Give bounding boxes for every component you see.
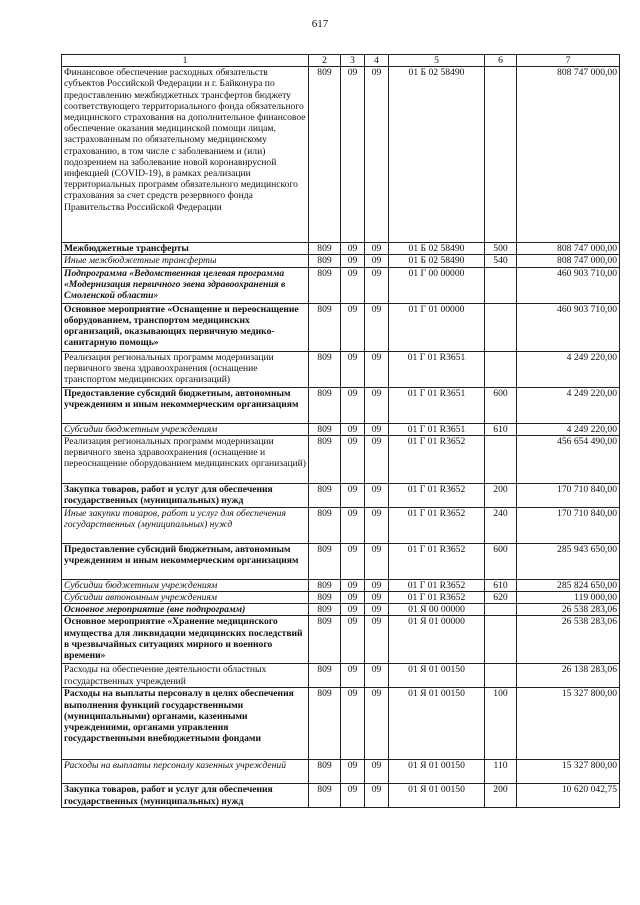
target-article-code: 01 Я 00 00000: [389, 604, 485, 616]
ministry-code: 809: [309, 592, 341, 604]
subsection-code: 09: [365, 543, 389, 579]
subsection-code: 09: [365, 760, 389, 784]
subsection-code: 09: [365, 243, 389, 255]
amount: 4 249 220,00: [517, 387, 620, 423]
column-header: 1: [62, 55, 309, 67]
section-code: 09: [341, 507, 365, 543]
table-row: [62, 435, 620, 483]
amount: 119 000,00: [517, 592, 620, 604]
ministry-code: 809: [309, 579, 341, 591]
section-code: 09: [341, 67, 365, 243]
subsection-code: 09: [365, 483, 389, 507]
section-code: 09: [341, 387, 365, 423]
column-header: 3: [341, 55, 365, 67]
subsection-code: 09: [365, 688, 389, 760]
row-description: Основное мероприятие «Хранение медицинского имущества для ликвидации медицинских последствий в чрезвычайных ситуациях мирного и военного времени»: [62, 616, 309, 664]
amount: 460 903 710,00: [517, 267, 620, 303]
expense-type-code: 620: [485, 592, 517, 604]
table-row: [62, 483, 620, 507]
table-row: [62, 387, 620, 423]
table-row: [62, 303, 620, 351]
row-description: Иные межбюджетные трансферты: [62, 255, 309, 267]
target-article-code: 01 Я 01 00150: [389, 760, 485, 784]
target-article-code: 01 Г 00 00000: [389, 267, 485, 303]
row-description: Иные закупки товаров, работ и услуг для обеспечения государственных (муниципальных) нужд: [62, 507, 309, 543]
target-article-code: 01 Б 02 58490: [389, 243, 485, 255]
column-header: 5: [389, 55, 485, 67]
amount: 15 327 800,00: [517, 688, 620, 760]
section-code: 09: [341, 688, 365, 760]
row-description: Расходы на выплаты персоналу в целях обеспечения выполнения функций государственными (муниципальными) органами, казенными учреждениями, органами управления государственными внебюджетными фондами: [62, 688, 309, 760]
section-code: 09: [341, 592, 365, 604]
row-description: Субсидии бюджетным учреждениям: [62, 579, 309, 591]
column-header: 2: [309, 55, 341, 67]
target-article-code: 01 Г 01 00000: [389, 303, 485, 351]
ministry-code: 809: [309, 243, 341, 255]
row-description: Реализация региональных программ модернизации первичного звена здравоохранения (оснащение транспортом медицинских организаций): [62, 351, 309, 387]
ministry-code: 809: [309, 784, 341, 808]
amount: 26 138 283,06: [517, 664, 620, 688]
table-row: [62, 507, 620, 543]
section-code: 09: [341, 664, 365, 688]
row-description: Расходы на обеспечение деятельности областных государственных учреждений: [62, 664, 309, 688]
page-number: 617: [311, 18, 329, 30]
row-description: Подпрограмма «Ведомственная целевая программа «Модернизация первичного звена здравоохранения в Смоленской области»: [62, 267, 309, 303]
row-description: Закупка товаров, работ и услуг для обеспечения государственных (муниципальных) нужд: [62, 483, 309, 507]
section-code: 09: [341, 760, 365, 784]
target-article-code: 01 Я 01 00000: [389, 616, 485, 664]
section-code: 09: [341, 543, 365, 579]
section-code: 09: [341, 483, 365, 507]
subsection-code: 09: [365, 255, 389, 267]
expense-type-code: 100: [485, 688, 517, 760]
expense-type-code: 500: [485, 243, 517, 255]
table-row: [62, 616, 620, 664]
expense-type-code: [485, 351, 517, 387]
expense-type-code: [485, 664, 517, 688]
table-row: [62, 351, 620, 387]
ministry-code: 809: [309, 483, 341, 507]
target-article-code: 01 Г 01 R3652: [389, 507, 485, 543]
target-article-code: 01 Г 01 R3652: [389, 483, 485, 507]
subsection-code: 09: [365, 351, 389, 387]
section-code: 09: [341, 351, 365, 387]
section-code: 09: [341, 616, 365, 664]
target-article-code: 01 Б 02 58490: [389, 67, 485, 243]
subsection-code: 09: [365, 784, 389, 808]
table-row: [62, 67, 620, 243]
amount: 4 249 220,00: [517, 351, 620, 387]
table-row: [62, 604, 620, 616]
table-row: [62, 267, 620, 303]
subsection-code: 09: [365, 592, 389, 604]
expense-type-code: [485, 303, 517, 351]
target-article-code: 01 Я 01 00150: [389, 664, 485, 688]
table-row: [62, 760, 620, 784]
expense-type-code: 610: [485, 579, 517, 591]
section-code: 09: [341, 267, 365, 303]
amount: 808 747 000,00: [517, 255, 620, 267]
expense-type-code: 200: [485, 483, 517, 507]
table-row: [62, 543, 620, 579]
table-row: [62, 688, 620, 760]
table-row: [62, 243, 620, 255]
section-code: 09: [341, 435, 365, 483]
target-article-code: 01 Г 01 R3652: [389, 543, 485, 579]
table-row: [62, 784, 620, 808]
subsection-code: 09: [365, 423, 389, 435]
budget-table: [61, 54, 620, 808]
subsection-code: 09: [365, 616, 389, 664]
column-header: 4: [365, 55, 389, 67]
section-code: 09: [341, 784, 365, 808]
row-description: Предоставление субсидий бюджетным, автономным учреждениям и иным некоммерческим организациям: [62, 387, 309, 423]
expense-type-code: [485, 616, 517, 664]
row-description: Расходы на выплаты персоналу казенных учреждений: [62, 760, 309, 784]
row-description: Субсидии бюджетным учреждениям: [62, 423, 309, 435]
expense-type-code: [485, 604, 517, 616]
amount: 285 824 650,00: [517, 579, 620, 591]
subsection-code: 09: [365, 579, 389, 591]
target-article-code: 01 Г 01 R3651: [389, 351, 485, 387]
subsection-code: 09: [365, 664, 389, 688]
column-header: 6: [485, 55, 517, 67]
ministry-code: 809: [309, 435, 341, 483]
row-description: Межбюджетные трансферты: [62, 243, 309, 255]
ministry-code: 809: [309, 351, 341, 387]
target-article-code: 01 Б 02 58490: [389, 255, 485, 267]
expense-type-code: [485, 435, 517, 483]
row-description: Закупка товаров, работ и услуг для обеспечения государственных (муниципальных) нужд: [62, 784, 309, 808]
column-header: 7: [517, 55, 620, 67]
row-description: Реализация региональных программ модернизации первичного звена здравоохранения (оснащение и переоснащение оборудованием медицинских организаций): [62, 435, 309, 483]
ministry-code: 809: [309, 604, 341, 616]
target-article-code: 01 Г 01 R3652: [389, 579, 485, 591]
target-article-code: 01 Г 01 R3651: [389, 387, 485, 423]
ministry-code: 809: [309, 543, 341, 579]
section-code: 09: [341, 604, 365, 616]
target-article-code: 01 Я 01 00150: [389, 784, 485, 808]
amount: 170 710 840,00: [517, 507, 620, 543]
table-row: [62, 579, 620, 591]
ministry-code: 809: [309, 688, 341, 760]
target-article-code: 01 Я 01 00150: [389, 688, 485, 760]
ministry-code: 809: [309, 67, 341, 243]
subsection-code: 09: [365, 435, 389, 483]
target-article-code: 01 Г 01 R3652: [389, 592, 485, 604]
expense-type-code: 610: [485, 423, 517, 435]
ministry-code: 809: [309, 255, 341, 267]
ministry-code: 809: [309, 423, 341, 435]
amount: 808 747 000,00: [517, 243, 620, 255]
table-row: [62, 423, 620, 435]
amount: 26 538 283,06: [517, 616, 620, 664]
amount: 285 943 650,00: [517, 543, 620, 579]
expense-type-code: 540: [485, 255, 517, 267]
section-code: 09: [341, 579, 365, 591]
table-row: [62, 592, 620, 604]
target-article-code: 01 Г 01 R3651: [389, 423, 485, 435]
expense-type-code: 110: [485, 760, 517, 784]
amount: 460 903 710,00: [517, 303, 620, 351]
row-description: Субсидии автономным учреждениям: [62, 592, 309, 604]
subsection-code: 09: [365, 67, 389, 243]
section-code: 09: [341, 255, 365, 267]
table-row: [62, 255, 620, 267]
amount: 15 327 800,00: [517, 760, 620, 784]
row-description: Предоставление субсидий бюджетным, автономным учреждениям и иным некоммерческим организациям: [62, 543, 309, 579]
ministry-code: 809: [309, 507, 341, 543]
header-row: [62, 55, 620, 67]
subsection-code: 09: [365, 387, 389, 423]
expense-type-code: 600: [485, 543, 517, 579]
expense-type-code: [485, 67, 517, 243]
subsection-code: 09: [365, 267, 389, 303]
row-description: Финансовое обеспечение расходных обязательств субъектов Российской Федерации и г. Байконура по предоставлению межбюджетных трансфертов бюджету соответствующего территориального фонда обязательного медицинского страхования на дополнительное финансовое обеспечение оказания медицинской помощи лицам, застрахованным по обязательному медицинскому страхованию, в том числе с заболеванием и (или) подозрением на заболевание новой коронавирусной инфекцией (COVID-19), в рамках реализации территориальных программ обязательного медицинского страхования за счет средств резервного фонда Правительства Российской Федерации: [62, 67, 309, 243]
amount: 4 249 220,00: [517, 423, 620, 435]
section-code: 09: [341, 303, 365, 351]
expense-type-code: 200: [485, 784, 517, 808]
ministry-code: 809: [309, 760, 341, 784]
amount: 808 747 000,00: [517, 67, 620, 243]
subsection-code: 09: [365, 507, 389, 543]
row-description: Основное мероприятие «Оснащение и переоснащение оборудованием, транспортом медицинских организаций, оказывающих первичную медико-санитарную помощь»: [62, 303, 309, 351]
subsection-code: 09: [365, 303, 389, 351]
expense-type-code: 240: [485, 507, 517, 543]
ministry-code: 809: [309, 303, 341, 351]
expense-type-code: [485, 267, 517, 303]
subsection-code: 09: [365, 604, 389, 616]
section-code: 09: [341, 423, 365, 435]
row-description: Основное мероприятие (вне подпрограмм): [62, 604, 309, 616]
ministry-code: 809: [309, 664, 341, 688]
target-article-code: 01 Г 01 R3652: [389, 435, 485, 483]
amount: 170 710 840,00: [517, 483, 620, 507]
expense-type-code: 600: [485, 387, 517, 423]
section-code: 09: [341, 243, 365, 255]
ministry-code: 809: [309, 387, 341, 423]
amount: 10 620 042,75: [517, 784, 620, 808]
ministry-code: 809: [309, 616, 341, 664]
amount: 456 654 490,00: [517, 435, 620, 483]
amount: 26 538 283,06: [517, 604, 620, 616]
table-row: [62, 664, 620, 688]
ministry-code: 809: [309, 267, 341, 303]
